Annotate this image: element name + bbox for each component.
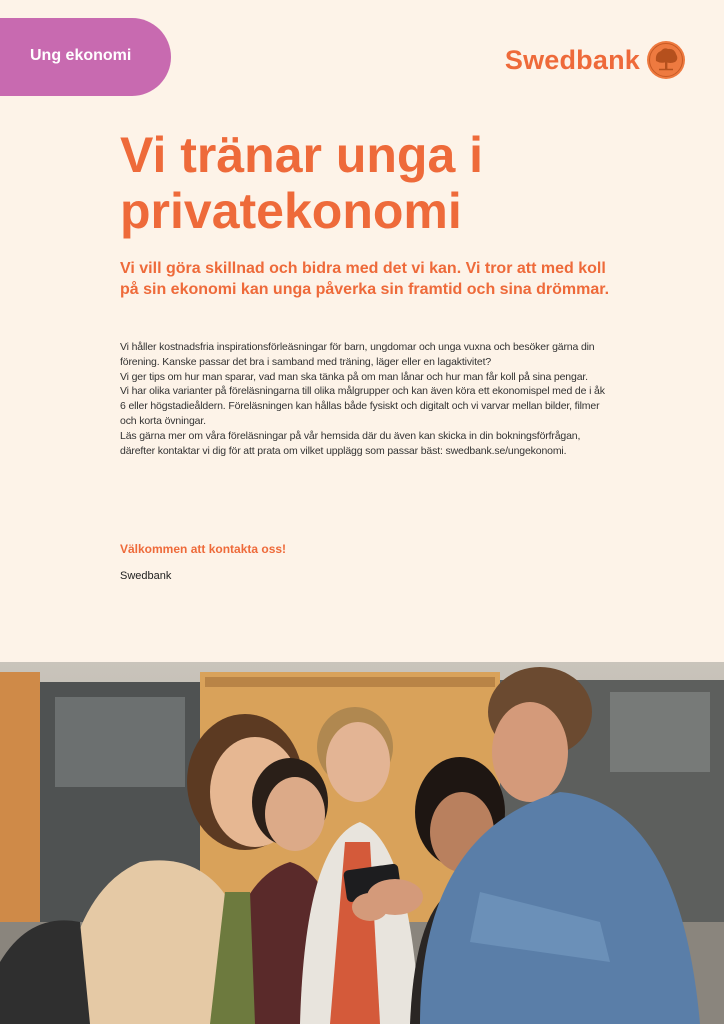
lead-paragraph: Vi vill göra skillnad och bidra med det vi kan. Vi tror att med koll på sin ekonomi kan unga påverka sin framtid och sina drömmar. xyxy=(120,260,610,298)
category-tag-label: Ung ekonomi xyxy=(30,47,132,64)
headline: Vi tränar unga i privatekonomi xyxy=(120,127,484,239)
brand-name: Swedbank xyxy=(504,44,640,75)
group-photo xyxy=(0,662,724,1024)
welcome-text: Välkommen att kontakta oss! xyxy=(120,542,287,556)
body-paragraph: Vi har olika varianter på föreläsningarna till olika målgrupper och kan även köra ett ekonomispel med de i åk 6 eller högstadieåldern. Föreläsningen kan hållas både fysiskt och digitalt och vi varvar mellan bilder, filmer och korta övningar. xyxy=(120,385,605,427)
category-tag xyxy=(0,18,171,96)
signature: Swedbank xyxy=(120,570,172,582)
brand xyxy=(505,40,686,80)
body-paragraph: Läs gärna mer om våra föreläsningar på vår hemsida där du även kan skicka in din bokningsförfrågan, därefter kontaktar vi dig för att prata om vilket upplägg som passar bäst: swedbank.se/ungekonomi. xyxy=(120,429,581,457)
body-paragraph: Vi ger tips om hur man sparar, vad man ska tänka på om man lånar och hur man får koll på sina pengar. xyxy=(120,370,588,383)
body-paragraph: Vi håller kostnadsfria inspirationsförleäsningar för barn, ungdomar och unga vuxna och besöker gärna din förening. Kanske passar det bra i samband med träning, läger eller en lagaktivitet? xyxy=(120,341,595,368)
oak-tree-logo-icon xyxy=(646,40,686,80)
body-text xyxy=(120,340,608,458)
